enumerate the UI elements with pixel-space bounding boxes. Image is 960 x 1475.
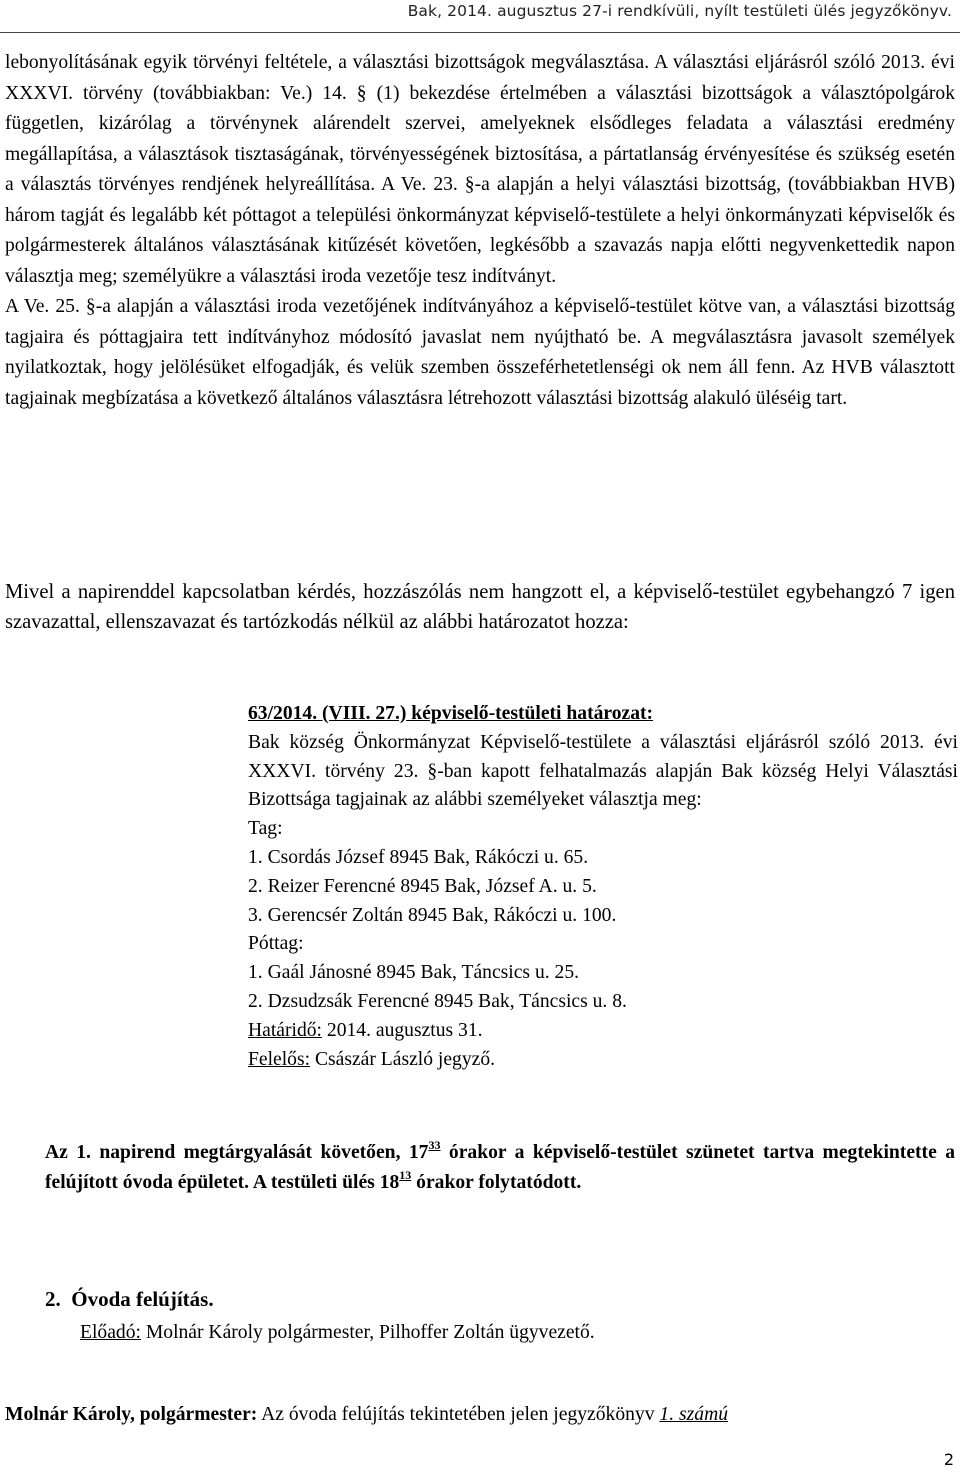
alternates-label: Póttag: [248, 933, 304, 955]
member-item: 3. Gerencsér Zoltán 8945 Bak, Rákóczi u. 100. [248, 904, 617, 926]
deadline-value: 2014. augusztus 31. [322, 1019, 483, 1041]
speech-text: Az óvoda felújítás tekintetében jelen jegyzőkönyv [257, 1404, 660, 1425]
paragraph-election-committees [5, 48, 955, 414]
paragraph-1: lebonyolításának egyik törvényi feltétele, a választási bizottságok megválasztása. A választási eljárásról szóló 2013. évi XXXVI. törvény (továbbiakban: Ve.) 14. § (1) bekezdése értelmében a választási bizottságok a választópolgárok független, kizárólag a törvénynek alárendelt szervei, amelyeknek elsődleges feladata a választási eredmény megállapítása, a választások tisztaságának, törvényességének biztosítása, a pártatlanság érvényesítése és szükség esetén a választás törvényes rendjének helyreállítása. A Ve. 23. §-a alapján a helyi választási bizottság, (továbbiakban HVB) három tagját és legalább két póttagot a települési önkormányzat képviselő-testülete a helyi önkormányzati képviselők és polgármesterek általános választásának kitűzését követően, legkésőbb a szavazás napja előtti negyvenkettedik napon választja meg; személyükre a választási iroda vezetője tesz indítványt. [5, 52, 955, 287]
deadline-label: Határidő: [248, 1019, 322, 1041]
session-break-note [45, 1138, 955, 1197]
agenda-item-heading [45, 1287, 214, 1312]
speaker-name: Molnár Károly, polgármester: [5, 1404, 258, 1425]
responsible-label: Felelős: [248, 1048, 311, 1070]
paragraph-2: A Ve. 25. §-a alapján a választási iroda vezetőjének indítványához a képviselő-testület kötve van, a választási bizottság tagjaira és póttagjaira tett indítványhoz módosító javaslat nem nyújtható be. A megválasztásra javasolt személyek nyilatkoztak, hogy jelölésüket elfogadják, és velük szemben összeférhetetlenségi ok nem áll fenn. Az HVB választott tagjainak megbízatása a következő általános választásra létrehozott választási bizottság alakuló üléséig tart. [5, 296, 955, 409]
running-header: Bak, 2014. augusztus 27-i rendkívüli, nyílt testületi ülés jegyzőkönyv. [407, 2, 952, 20]
header-divider [0, 32, 960, 33]
member-item: 1. Csordás József 8945 Bak, Rákóczi u. 65. [248, 846, 589, 868]
resolution-title: 63/2014. (VIII. 27.) képviselő-testületi határozat: [248, 703, 654, 724]
agenda-title: Óvoda felújítás. [71, 1287, 214, 1311]
session-note-part-2: órakor a képviselő-testület szünetet tartva megtekintette a felújított óvoda épületet. A testületi ülés 18 [45, 1142, 955, 1193]
presenter-value: Molnár Károly polgármester, Pilhoffer Zoltán ügyvezető. [140, 1322, 595, 1343]
time-2-minutes: 13 [399, 1167, 412, 1182]
resolution-block [248, 700, 958, 1074]
deadline-line [248, 1017, 958, 1046]
alternate-item: 1. Gaál Jánosné 8945 Bak, Táncsics u. 25. [248, 962, 580, 984]
paragraph-vote: Mivel a napirenddel kapcsolatban kérdés, hozzászólás nem hangzott el, a képviselő-testület egybehangzó 7 igen szavazattal, ellenszavazat és tartózkodás nélkül az alábbi határozatot hozza: [5, 581, 955, 633]
presenter-label: Előadó: [80, 1322, 141, 1343]
member-item: 2. Reizer Ferencné 8945 Bak, József A. u. 5. [248, 875, 597, 897]
responsible-line [248, 1046, 958, 1075]
members-label: Tag: [248, 818, 283, 840]
session-note-part-3: órakor folytatódott. [411, 1171, 582, 1193]
session-note-part-1: Az 1. napirend megtárgyalását követően, 17 [45, 1142, 429, 1163]
agenda-number: 2. [45, 1287, 61, 1311]
presenter-line [80, 1322, 595, 1344]
responsible-value: Császár László jegyző. [310, 1048, 496, 1070]
resolution-body: Bak község Önkormányzat Képviselő-testülete a választási eljárásról szóló 2013. évi XXXVI. törvény 23. §-ban kapott felhatalmazás alapján Bak község Helyi Választási Bizottsága tagjainak az alábbi személyeket választja meg: [248, 731, 958, 811]
speech-line [5, 1404, 957, 1426]
page-number: 2 [943, 1450, 954, 1469]
time-1-minutes: 33 [428, 1138, 441, 1152]
attachment-reference: 1. számú [659, 1404, 729, 1425]
alternate-item: 2. Dzsudzsák Ferencné 8945 Bak, Táncsics u. 8. [248, 990, 627, 1012]
